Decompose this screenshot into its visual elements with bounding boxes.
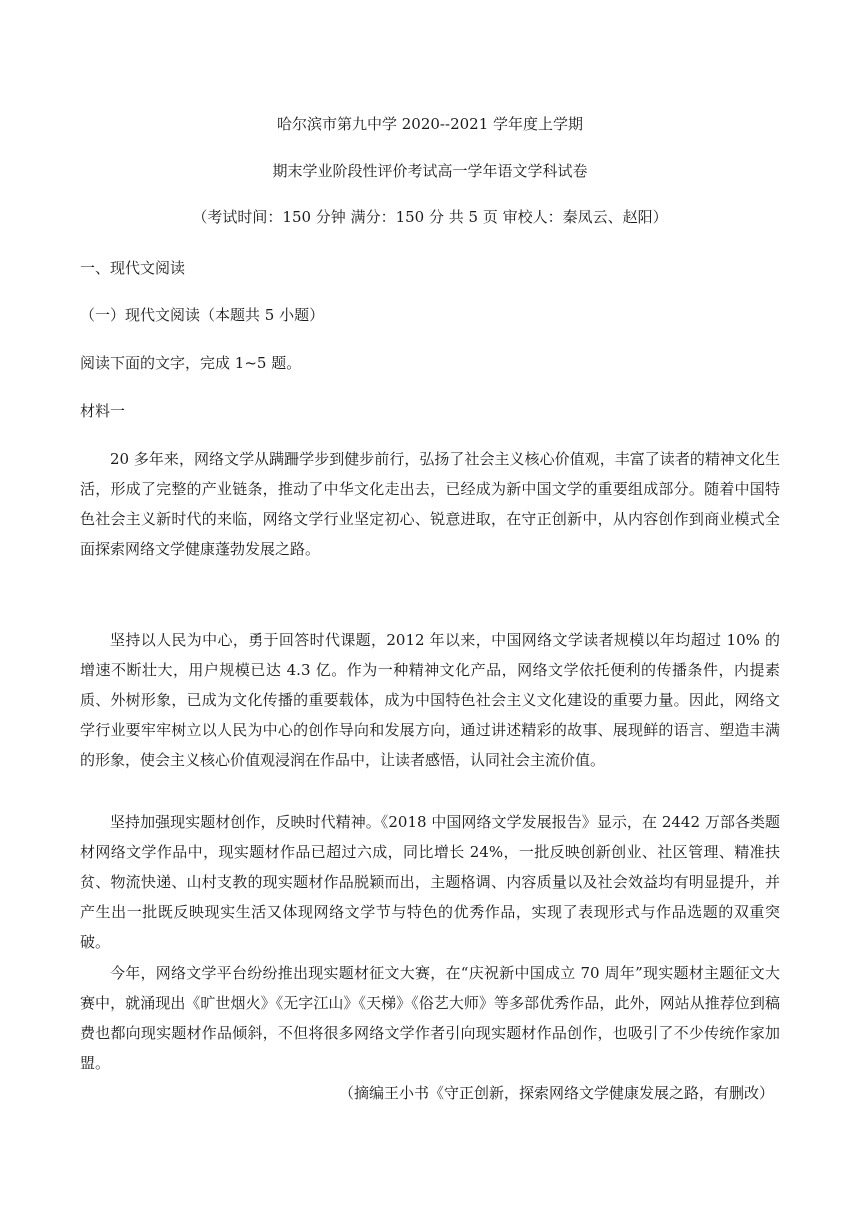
paragraph-1: 20 多年来，网络文学从蹒跚学步到健步前行，弘扬了社会主义核心价值观，丰富了读者的精神文化生活，形成了完整的产业链条，推动了中华文化走出去，已经成为新中国文学的重要组成部分。随着中国特色社会主义新时代的来临，网络文学行业坚定初心、锐意进取，在守正创新中，从内容创作到商业模式全面探索网络文学健康蓬勃发展之路。 [80,450,780,558]
paragraph-4: 今年，网络文学平台纷纷推出现实题材征文大赛，在“庆祝新中国成立 70 周年”现实题材主题征文大赛中，就涌现出《旷世烟火》《无字江山》《天梯》《俗艺大师》等多部优秀作品，此外，网站从推荐位到稿费也都向现实题材作品倾斜，不但将很多网络文学作者引向现实题材作品创作，也吸引了不少传统作家加盟。 [80,964,780,1072]
exam-title: 期末学业阶段性评价考试高一学年语文学科试卷 [272,162,588,180]
source-note: （摘编王小书《守正创新，探索网络文学健康发展之路，有删改） [338,1084,774,1102]
school-line: 哈尔滨市第九中学 2020--2021 学年度上学期 [276,115,584,133]
exam-info: （考试时间：150 分钟 满分：150 分 共 5 页 审校人：秦凤云、赵阳） [192,208,668,226]
paragraph-2: 坚持以人民为中心，勇于回答时代课题，2012 年以来，中国网络文学读者规模以年均超过 10% 的增速不断壮大，用户规模已达 4.3 亿。作为一种精神文化产品，网络文学依托便利的传播条件，内提素质、外树形象，已成为文化传播的重要载体，成为中国特色社会主义文化建设的重要力量。因此，网络文学行业要牢牢树立以人民为中心的创作导向和发展方向，通过讲述精彩的故事、展现鲜的语言、塑造丰满的形象，使会主义核心价值观浸润在作品中，让读者感悟，认同社会主流价值。 [80,631,780,769]
section-title: 一、现代文阅读 [80,259,186,277]
paragraph-3: 坚持加强现实题材创作，反映时代精神。《2018 中国网络文学发展报告》显示，在 2442 万部各类题材网络文学作品中，现实题材作品已超过六成，同比增长 24%，一批反映创新创业、社区管理、精准扶贫、物流快递、山村支教的现实题材作品脱颖而出，主题格调、内容质量以及社会效益均有明显提升，并产生出一批既反映现实生活又体现网络文学节与特色的优秀作品，实现了表现形式与作品选题的双重突破。 [80,813,780,951]
instruction-text: 阅读下面的文字，完成 1~5 题。 [80,354,302,372]
material-label: 材料一 [80,402,126,420]
subsection-title: （一）现代文阅读（本题共 5 小题） [80,306,325,324]
